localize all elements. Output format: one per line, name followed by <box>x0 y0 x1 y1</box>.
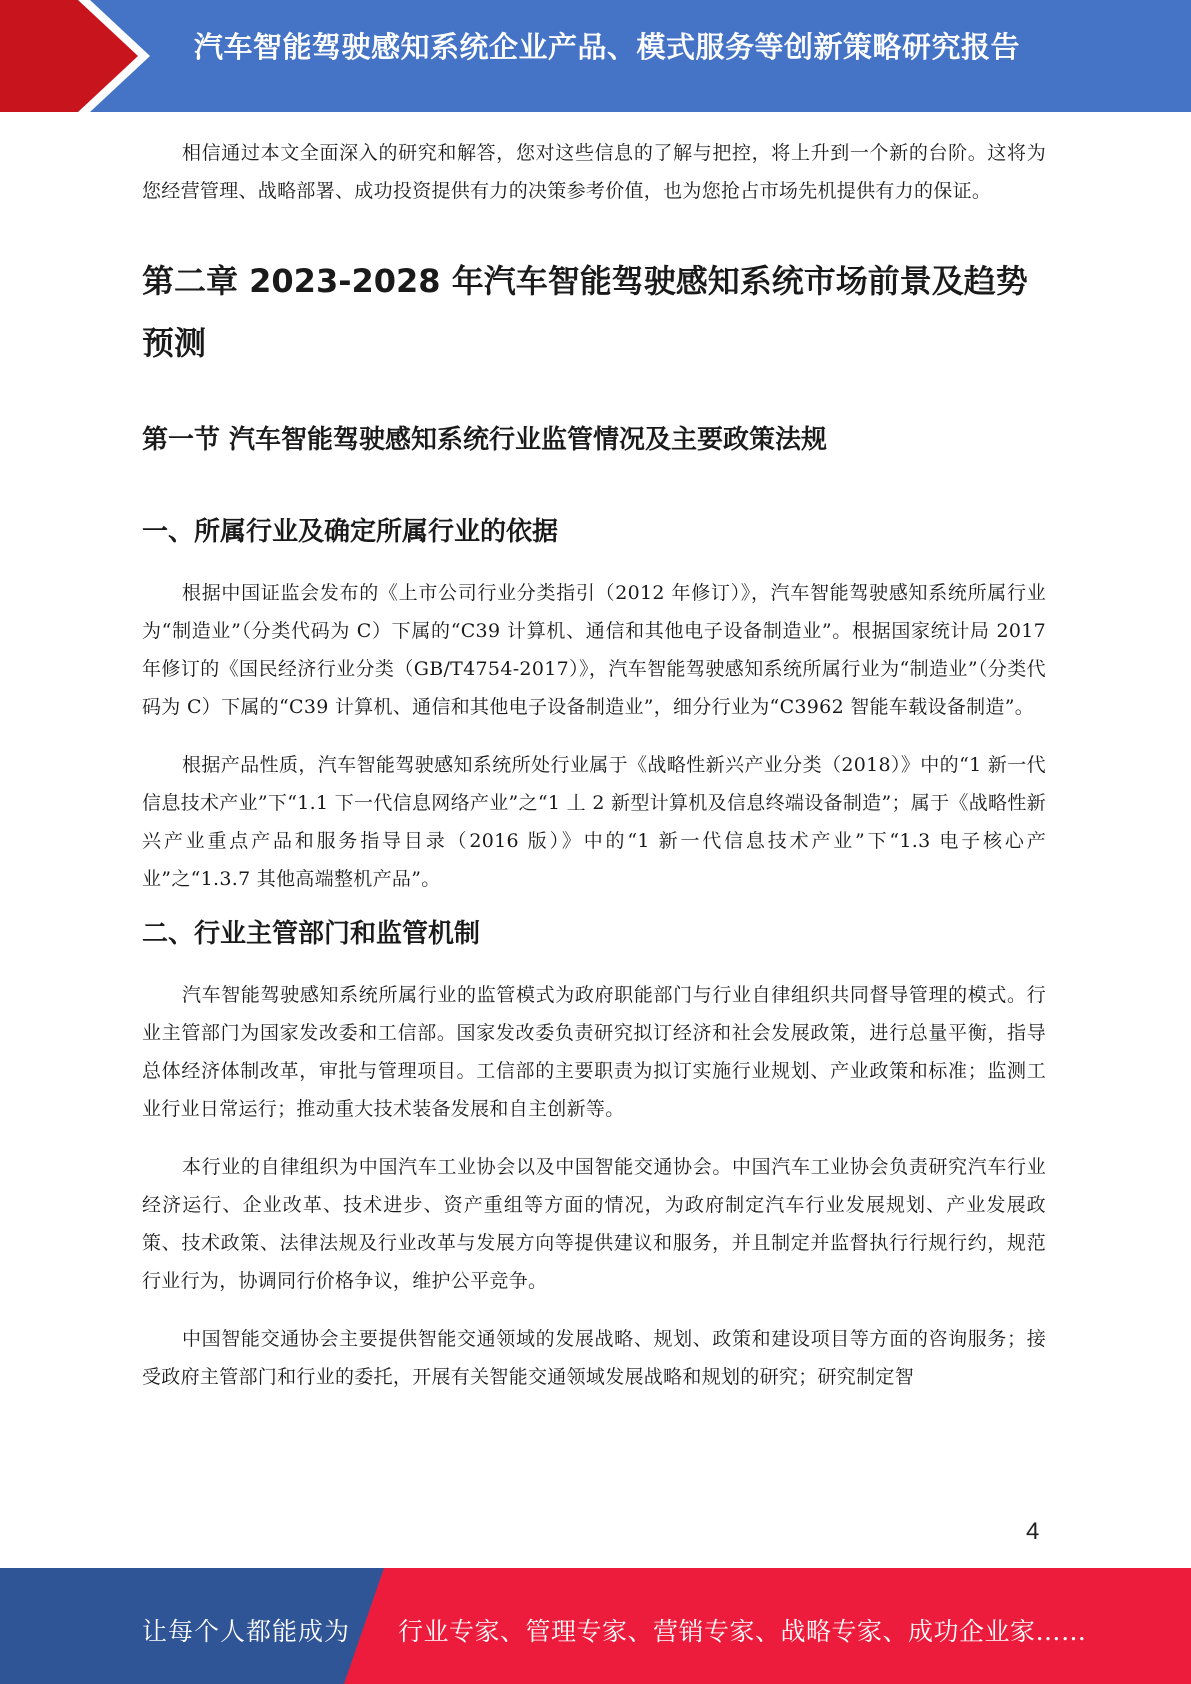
page-content <box>142 130 1046 1396</box>
subsection-2-paragraph-2: 本行业的自律组织为中国汽车工业协会以及中国智能交通协会。中国汽车工业协会负责研究汽车行业经济运行、企业改革、技术进步、资产重组等方面的情况，为政府制定汽车行业发展规划、产业发展政策、技术政策、法律法规及行业改革与发展方向等提供建议和服务，并且制定并监督执行行规行约，规范行业行为，协调同行价格争议，维护公平竞争。 <box>142 1156 1046 1292</box>
subsection-1-paragraph-2: 根据产品性质，汽车智能驾驶感知系统所处行业属于《战略性新兴产业分类（2018）》中的“1 新一代信息技术产业”下“1.1 下一代信息网络产业”之“1 丄 2 新型计算机及信息终端设备制造”；属于《战略性新兴产业重点产品和服务指导目录（2016 版）》中的“1 新一代信息技术产业”下“1.3 电子核心产业”之“1.3.7 其他高端整机产品”。 <box>142 754 1046 890</box>
section-title: 第一节 汽车智能驾驶感知系统行业监管情况及主要政策法规 <box>142 425 828 455</box>
subsection-2-paragraph-1: 汽车智能驾驶感知系统所属行业的监管模式为政府职能部门与行业自律组织共同督导管理的模式。行业主管部门为国家发改委和工信部。国家发改委负责研究拟订经济和社会发展政策，进行总量平衡，指导总体经济体制改革，审批与管理项目。工信部的主要职责为拟订实施行业规划、产业政策和标准；监测工业行业日常运行；推动重大技术装备发展和自主创新等。 <box>142 984 1046 1120</box>
header-red-arrow <box>0 0 150 112</box>
subsection-2-paragraph-3: 中国智能交通协会主要提供智能交通领域的发展战略、规划、政策和建设项目等方面的咨询服务；接受政府主管部门和行业的委托，开展有关智能交通领域发展战略和规划的研究；研究制定智 <box>142 1328 1046 1388</box>
subsection-title-1: 一、所属行业及确定所属行业的依据 <box>142 517 559 547</box>
report-title: 汽车智能驾驶感知系统企业产品、模式服务等创新策略研究报告 <box>193 30 1020 64</box>
subsection-1-paragraph-1: 根据中国证监会发布的《上市公司行业分类指引（2012 年修订）》，汽车智能驾驶感知系统所属行业为“制造业”（分类代码为 C）下属的“C39 计算机、通信和其他电子设备制造业”。根据国家统计局 2017 年修订的《国民经济行业分类（GB/T4754-2017）》，汽车智能驾驶感知系统所属行业为“制造业”（分类代码为 C）下属的“C39 计算机、通信和其他电子设备制造业”，细分行业为“C3962 智能车载设备制造”。 <box>142 582 1046 718</box>
page-number: 4 <box>1026 1518 1040 1545</box>
intro-paragraph: 相信通过本文全面深入的研究和解答，您对这些信息的了解与把控，将上升到一个新的台阶。这将为您经营管理、战略部署、成功投资提供有力的决策参考价值，也为您抢占市场先机提供有力的保证。 <box>142 142 1046 202</box>
footer-slogan-left: 让每个人都能成为 <box>142 1617 351 1646</box>
footer-slogan-right: 行业专家、管理专家、营销专家、战略专家、成功企业家…… <box>398 1617 1087 1646</box>
subsection-title-2: 二、行业主管部门和监管机制 <box>142 919 481 949</box>
page-header-band <box>0 0 1191 112</box>
chapter-title: 第二章 2023-2028 年汽车智能驾驶感知系统市场前景及趋势预测 <box>142 262 1028 362</box>
page-footer-band <box>0 1568 1191 1684</box>
